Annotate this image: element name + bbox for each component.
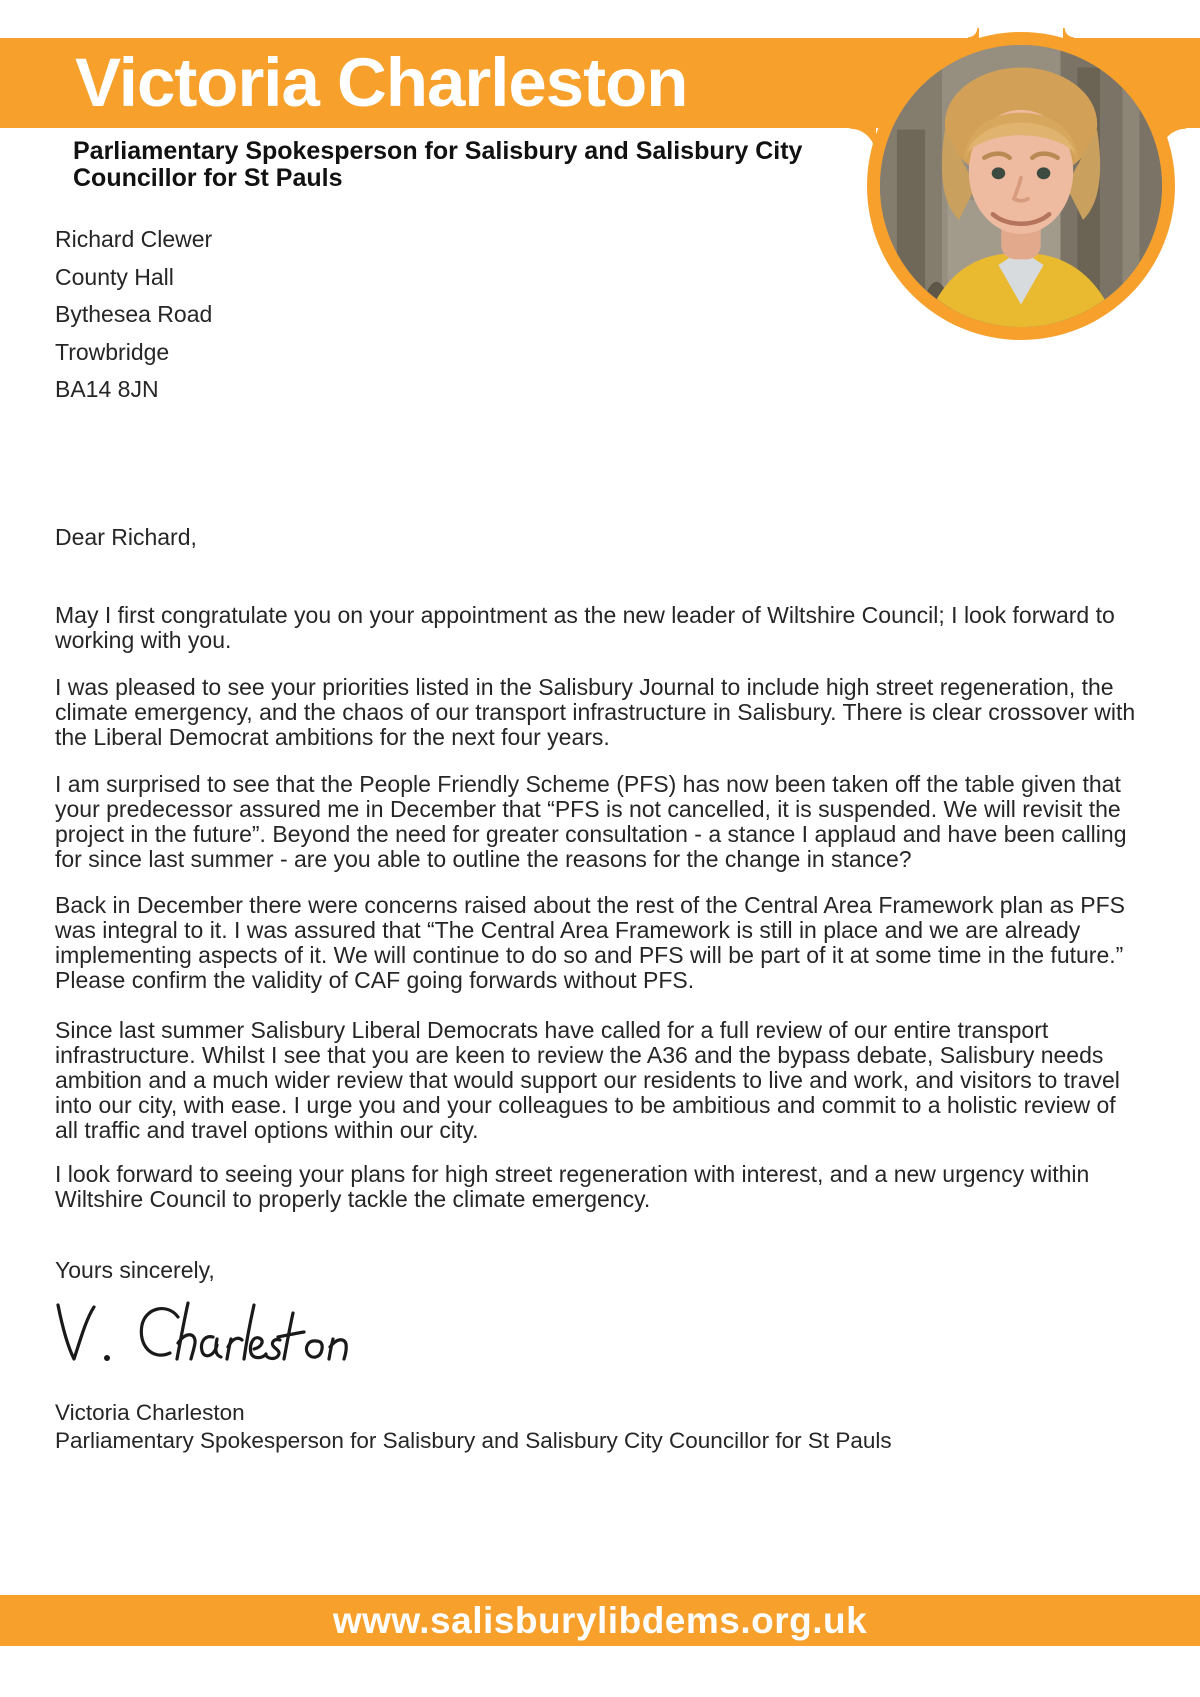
letter-paragraph: Back in December there were concerns raised about the rest of the Central Area Framework plan as PFS was integral to it. I was assured that “The Central Area Framework is still in place and we are already implementing aspects of it. We will continue to do so and PFS will be part of it at some time in the future.” Please confirm the validity of CAF going forwards without PFS. bbox=[55, 892, 1126, 993]
band-circle-fillet bbox=[1160, 128, 1186, 154]
footer-band bbox=[0, 1595, 1200, 1646]
signoff-role: Parliamentary Spokesperson for Salisbury and Salisbury City Councillor for St Pauls bbox=[55, 1428, 892, 1453]
band-circle-fillet bbox=[968, 28, 979, 38]
profile-photo bbox=[880, 45, 1162, 327]
signature bbox=[50, 1299, 380, 1369]
signature-scribble-icon bbox=[50, 1299, 380, 1369]
website-url: www.salisburylibdems.org.uk bbox=[332, 1600, 868, 1641]
recipient-line: Richard Clewer bbox=[55, 226, 213, 252]
letter-paragraph: I look forward to seeing your plans for high street regeneration with interest, and a new urgency within Wiltshire Council to properly tackle the climate emergency. bbox=[55, 1161, 1090, 1212]
letter-paragraph: I was pleased to see your priorities listed in the Salisbury Journal to include high street regeneration, the climate emergency, and the chaos of our transport infrastructure in Salisbury. There is clear crossover with the Liberal Democrat ambitions for the next four years. bbox=[55, 674, 1136, 750]
band-circle-fillet bbox=[1063, 28, 1074, 38]
header-role-text: Parliamentary Spokesperson for Salisbury and Salisbury City Councillor for St Pauls bbox=[73, 137, 803, 192]
recipient-line: BA14 8JN bbox=[55, 376, 159, 402]
profile-photo-ring bbox=[867, 32, 1175, 340]
signoff-name: Victoria Charleston bbox=[55, 1400, 245, 1425]
recipient-address bbox=[55, 221, 212, 409]
closing-line: Yours sincerely, bbox=[55, 1257, 215, 1283]
band-circle-fillet bbox=[850, 128, 876, 154]
recipient-line: County Hall bbox=[55, 263, 174, 290]
letter-paragraph: I am surprised to see that the People Friendly Scheme (PFS) has now been taken off the table given that your predecessor assured me in December that “PFS is not cancelled, it is suspended. We will revisit the project in the future”. Beyond the need for greater consultation - a stance I applaud and have been calling for since last summer - are you able to outline the reasons for the change in stance? bbox=[55, 771, 1127, 872]
page-title: Victoria Charleston bbox=[75, 44, 688, 121]
letter-paragraph: May I first congratulate you on your appointment as the new leader of Wiltshire Council; I look forward to working with you. bbox=[55, 602, 1115, 653]
recipient-line: Trowbridge bbox=[55, 338, 170, 365]
letter-paragraph: Since last summer Salisbury Liberal Democrats have called for a full review of our entire transport infrastructure. Whilst I see that you are keen to review the A36 and the bypass debate, Salisbury needs ambition and a much wider review that would support our residents to live and work, and visitors to travel into our city, with ease. I urge you and your colleagues to be ambitious and commit to a holistic review of all traffic and travel options within our city. bbox=[55, 1017, 1120, 1143]
salutation: Dear Richard, bbox=[55, 524, 197, 550]
letter-body bbox=[55, 525, 1145, 1455]
avatar-illustration bbox=[880, 45, 1162, 327]
recipient-line: Bythesea Road bbox=[55, 301, 213, 327]
